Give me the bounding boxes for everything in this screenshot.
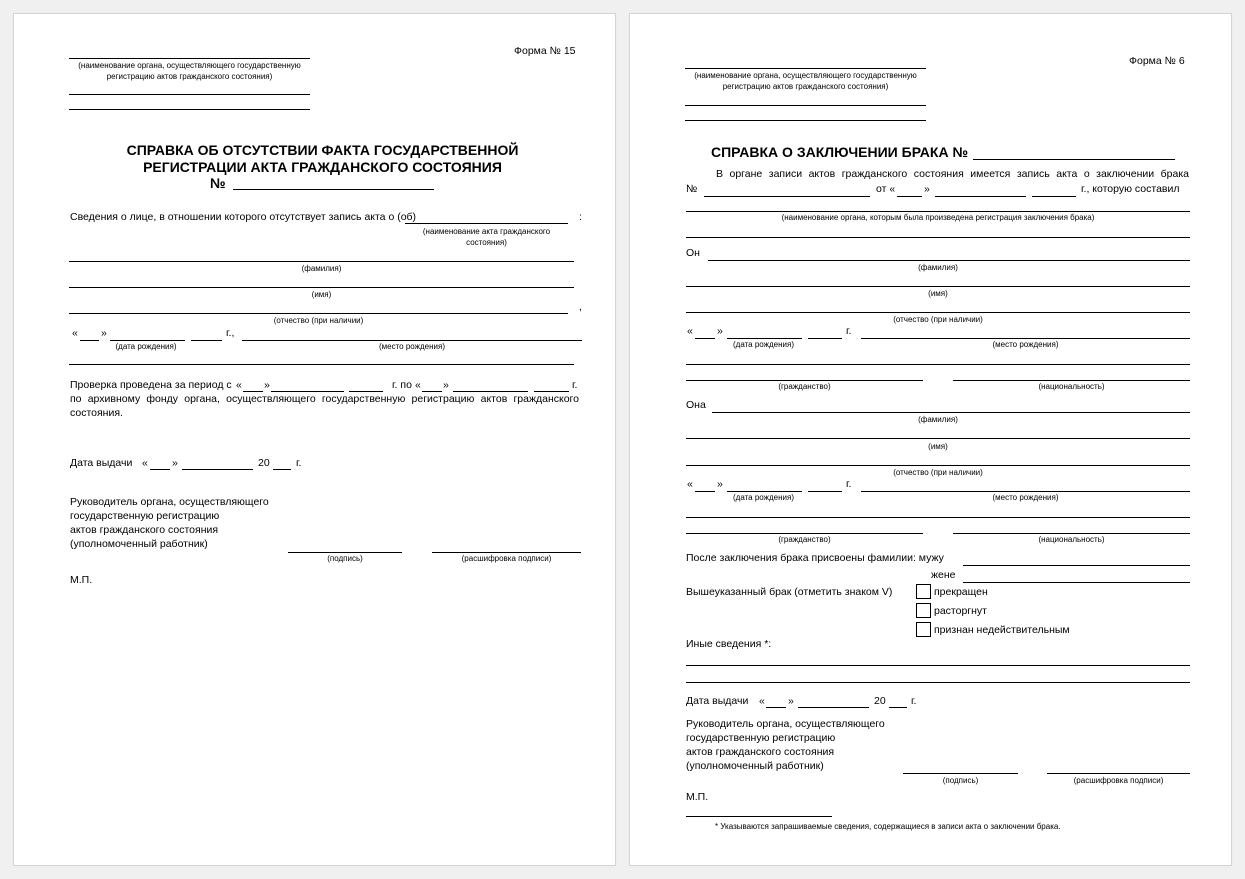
check-text-line3: состояния. <box>70 407 123 419</box>
period-to-day-field[interactable] <box>422 391 442 392</box>
wife-citizenship-caption: (гражданство) <box>778 535 831 544</box>
she-label: Она <box>686 399 706 411</box>
husband-name-caption: (имя) <box>928 289 948 298</box>
close-quote: » <box>101 327 107 339</box>
registration-authority-field-2[interactable] <box>686 237 1190 238</box>
husband-birth-place-field-2[interactable] <box>686 364 1190 365</box>
act-name-caption: (наименование акта гражданского состояния) <box>422 227 551 247</box>
he-label: Он <box>686 247 700 259</box>
footnote: * Указываются запрашиваемые сведения, содержащиеся в записи акта о заключении брака. <box>715 822 1061 831</box>
issue-open-quote: « <box>759 695 765 707</box>
signature-decoding-caption: (расшифровка подписи) <box>1073 776 1164 785</box>
head-line2: государственную регистрацию <box>70 510 220 522</box>
birth-date-caption: (дата рождения) <box>115 342 177 351</box>
husband-open-quote: « <box>687 325 693 337</box>
wife-birth-date-caption: (дата рождения) <box>732 493 794 502</box>
dissolved-checkbox[interactable] <box>916 603 931 618</box>
head-line1: Руководитель органа, осуществляющего <box>70 496 269 508</box>
wife-surname-field[interactable] <box>712 412 1190 413</box>
issue-year-suffix: г. <box>911 695 917 707</box>
period-from-day-field[interactable] <box>243 391 263 392</box>
certificate-title-line1: СПРАВКА ОБ ОТСУТСТВИИ ФАКТА ГОСУДАРСТВЕННОЙ <box>126 142 519 158</box>
husband-new-surname-field[interactable] <box>963 565 1190 566</box>
wife-name-field[interactable] <box>686 438 1190 439</box>
period-from-year-field[interactable] <box>349 391 383 392</box>
head-line3: актов гражданского состояния <box>70 524 219 536</box>
signature-decoding-field[interactable] <box>432 552 581 553</box>
invalid-label: признан недействительным <box>934 624 1070 636</box>
check-period-text: Проверка проведена за период с <box>70 379 232 391</box>
colon: : <box>579 211 582 223</box>
stamp-place: М.П. <box>70 574 93 586</box>
issue-year-field[interactable] <box>889 707 907 708</box>
other-info-field-2[interactable] <box>686 682 1190 683</box>
certificate-title-line2: РЕГИСТРАЦИИ АКТА ГРАЖДАНСКОГО СОСТОЯНИЯ <box>143 159 502 175</box>
signature-field[interactable] <box>903 773 1018 774</box>
wife-close-quote: » <box>717 478 723 490</box>
wife-nationality-caption: (национальность) <box>1038 535 1105 544</box>
surnames-assigned-label: После заключения брака присвоены фамилии: мужу <box>686 552 944 564</box>
year-mark-to: г. <box>572 379 578 391</box>
invalid-checkbox[interactable] <box>916 622 931 637</box>
authority-line-3 <box>69 109 310 110</box>
signature-field[interactable] <box>288 552 402 553</box>
footnote-separator <box>686 816 832 817</box>
check-text-line2: по архивному фонду органа, осуществляющего государственную регистрацию актов гражданского <box>70 393 579 405</box>
birth-place-field-2[interactable] <box>69 364 574 365</box>
issue-open-quote: « <box>142 457 148 469</box>
birth-year-field[interactable] <box>191 340 222 341</box>
open-quote-to: « <box>415 379 421 391</box>
signature-decoding-field[interactable] <box>1047 773 1190 774</box>
husband-surname-caption: (фамилия) <box>918 263 958 272</box>
period-to-year-field[interactable] <box>534 391 569 392</box>
husband-birth-year-field[interactable] <box>808 338 842 339</box>
authority-line <box>685 68 926 69</box>
form-number: Форма № 6 <box>1129 55 1185 67</box>
issue-date-label: Дата выдачи <box>70 457 133 469</box>
record-day-field[interactable] <box>897 196 922 197</box>
wife-birth-place-field[interactable] <box>861 491 1190 492</box>
husband-citizenship-field[interactable] <box>686 380 923 381</box>
wife-birth-month-field[interactable] <box>727 491 802 492</box>
authority-line-2 <box>685 105 926 106</box>
issue-year-prefix: 20 <box>258 457 270 469</box>
wife-surname-caption: (фамилия) <box>918 415 958 424</box>
birth-place-caption: (место рождения) <box>378 342 446 351</box>
wife-label: жене <box>931 569 956 581</box>
head-line1: Руководитель органа, осуществляющего <box>686 718 885 730</box>
head-line4: (уполномоченный работник) <box>70 538 208 550</box>
husband-patronymic-caption: (отчество (при наличии) <box>893 315 983 324</box>
certificate-number-field[interactable] <box>973 159 1175 160</box>
terminated-label: прекращен <box>934 586 988 598</box>
husband-birth-day-field[interactable] <box>695 338 715 339</box>
name-caption: (имя) <box>311 290 332 299</box>
signature-caption: (подпись) <box>942 776 979 785</box>
head-line3: актов гражданского состояния <box>686 746 835 758</box>
surname-caption: (фамилия) <box>301 264 342 273</box>
husband-nationality-caption: (национальность) <box>1038 382 1105 391</box>
open-quote: « <box>72 327 78 339</box>
wife-patronymic-caption: (отчество (при наличии) <box>893 468 983 477</box>
open-quote-from: « <box>236 379 242 391</box>
birth-place-field[interactable] <box>242 340 582 341</box>
wife-open-quote: « <box>687 478 693 490</box>
number-sign: № <box>210 175 226 191</box>
wife-nationality-field[interactable] <box>953 533 1190 534</box>
wife-birth-year-field[interactable] <box>808 491 842 492</box>
husband-birth-place-caption: (место рождения) <box>992 340 1059 349</box>
wife-name-caption: (имя) <box>928 442 948 451</box>
wife-birth-place-caption: (место рождения) <box>992 493 1059 502</box>
issue-close-quote: » <box>172 457 178 469</box>
certificate-number-field[interactable] <box>233 189 434 190</box>
period-to-month-field[interactable] <box>453 391 528 392</box>
issue-year-prefix: 20 <box>874 695 886 707</box>
authority-caption: (наименование органа, осуществляющего государственную регистрацию актов гражданского состояния) <box>78 61 301 81</box>
name-field[interactable] <box>69 287 574 288</box>
other-info-field[interactable] <box>686 665 1190 666</box>
patronymic-caption: (отчество (при наличии) <box>273 316 364 325</box>
birth-day-field[interactable] <box>80 340 99 341</box>
issue-day-field[interactable] <box>150 469 170 470</box>
authority-line-3 <box>685 120 926 121</box>
husband-birth-month-field[interactable] <box>727 338 802 339</box>
other-info-label: Иные сведения *: <box>686 638 772 650</box>
issue-date-label: Дата выдачи <box>686 695 749 707</box>
record-year-field[interactable] <box>1032 196 1076 197</box>
wife-birth-day-field[interactable] <box>695 491 715 492</box>
registration-authority-caption: (наименование органа, которым была произведена регистрация заключения брака) <box>781 213 1095 222</box>
record-month-field[interactable] <box>935 196 1026 197</box>
husband-name-field[interactable] <box>686 286 1190 287</box>
issue-month-field[interactable] <box>798 707 869 708</box>
stamp-place: М.П. <box>686 791 709 803</box>
signature-caption: (подпись) <box>327 554 363 563</box>
issue-year-suffix: г. <box>296 457 302 469</box>
wife-year-mark: г. <box>846 478 852 490</box>
form-6-page <box>629 13 1232 866</box>
husband-patronymic-field[interactable] <box>686 312 1190 313</box>
birth-month-field[interactable] <box>110 340 185 341</box>
wife-new-surname-field[interactable] <box>963 582 1190 583</box>
compiled-text: г., которую составил <box>1081 183 1180 195</box>
husband-citizenship-caption: (гражданство) <box>778 382 831 391</box>
period-from-month-field[interactable] <box>271 391 344 392</box>
patronymic-field[interactable] <box>69 313 568 314</box>
head-line4: (уполномоченный работник) <box>686 760 824 772</box>
wife-citizenship-field[interactable] <box>686 533 923 534</box>
surname-field[interactable] <box>69 261 574 262</box>
record-number-field[interactable] <box>704 196 870 197</box>
registration-authority-field[interactable] <box>686 211 1190 212</box>
close-quote-from: » <box>264 379 270 391</box>
issue-year-field[interactable] <box>273 469 291 470</box>
husband-year-mark: г. <box>846 325 852 337</box>
terminated-checkbox[interactable] <box>916 584 931 599</box>
form-15-page <box>13 13 616 866</box>
head-line2: государственную регистрацию <box>686 732 836 744</box>
to-text: г. по <box>392 379 412 391</box>
form-number: Форма № 15 <box>514 45 576 57</box>
husband-close-quote: » <box>717 325 723 337</box>
comma: , <box>579 301 582 313</box>
issue-day-field[interactable] <box>766 707 786 708</box>
issue-month-field[interactable] <box>182 469 253 470</box>
dissolved-label: расторгнут <box>934 605 987 617</box>
close-quote-to: » <box>443 379 449 391</box>
husband-surname-field[interactable] <box>708 260 1190 261</box>
husband-nationality-field[interactable] <box>953 380 1190 381</box>
record-text: В органе записи актов гражданского состояния имеется запись акта о заключении брака <box>716 168 1189 180</box>
from-label: от « <box>876 183 896 195</box>
signature-decoding-caption: (расшифровка подписи) <box>461 554 552 563</box>
marriage-status-label: Вышеуказанный брак (отметить знаком V) <box>686 586 893 598</box>
act-name-field[interactable] <box>405 223 568 224</box>
issue-close-quote: » <box>788 695 794 707</box>
authority-caption: (наименование органа, осуществляющего государственную регистрацию актов гражданского состояния) <box>694 71 917 91</box>
certificate-title: СПРАВКА О ЗАКЛЮЧЕНИИ БРАКА № <box>711 144 969 160</box>
husband-birth-place-field[interactable] <box>861 338 1190 339</box>
authority-line <box>69 58 310 59</box>
year-mark: г., <box>226 327 235 339</box>
authority-line-2 <box>69 94 310 95</box>
husband-birth-date-caption: (дата рождения) <box>732 340 794 349</box>
wife-patronymic-field[interactable] <box>686 465 1190 466</box>
record-number-sign: № <box>686 183 698 195</box>
wife-birth-place-field-2[interactable] <box>686 517 1190 518</box>
record-close-quote: » <box>924 183 930 195</box>
person-info-text: Сведения о лице, в отношении которого отсутствует запись акта о (об) <box>70 211 417 223</box>
